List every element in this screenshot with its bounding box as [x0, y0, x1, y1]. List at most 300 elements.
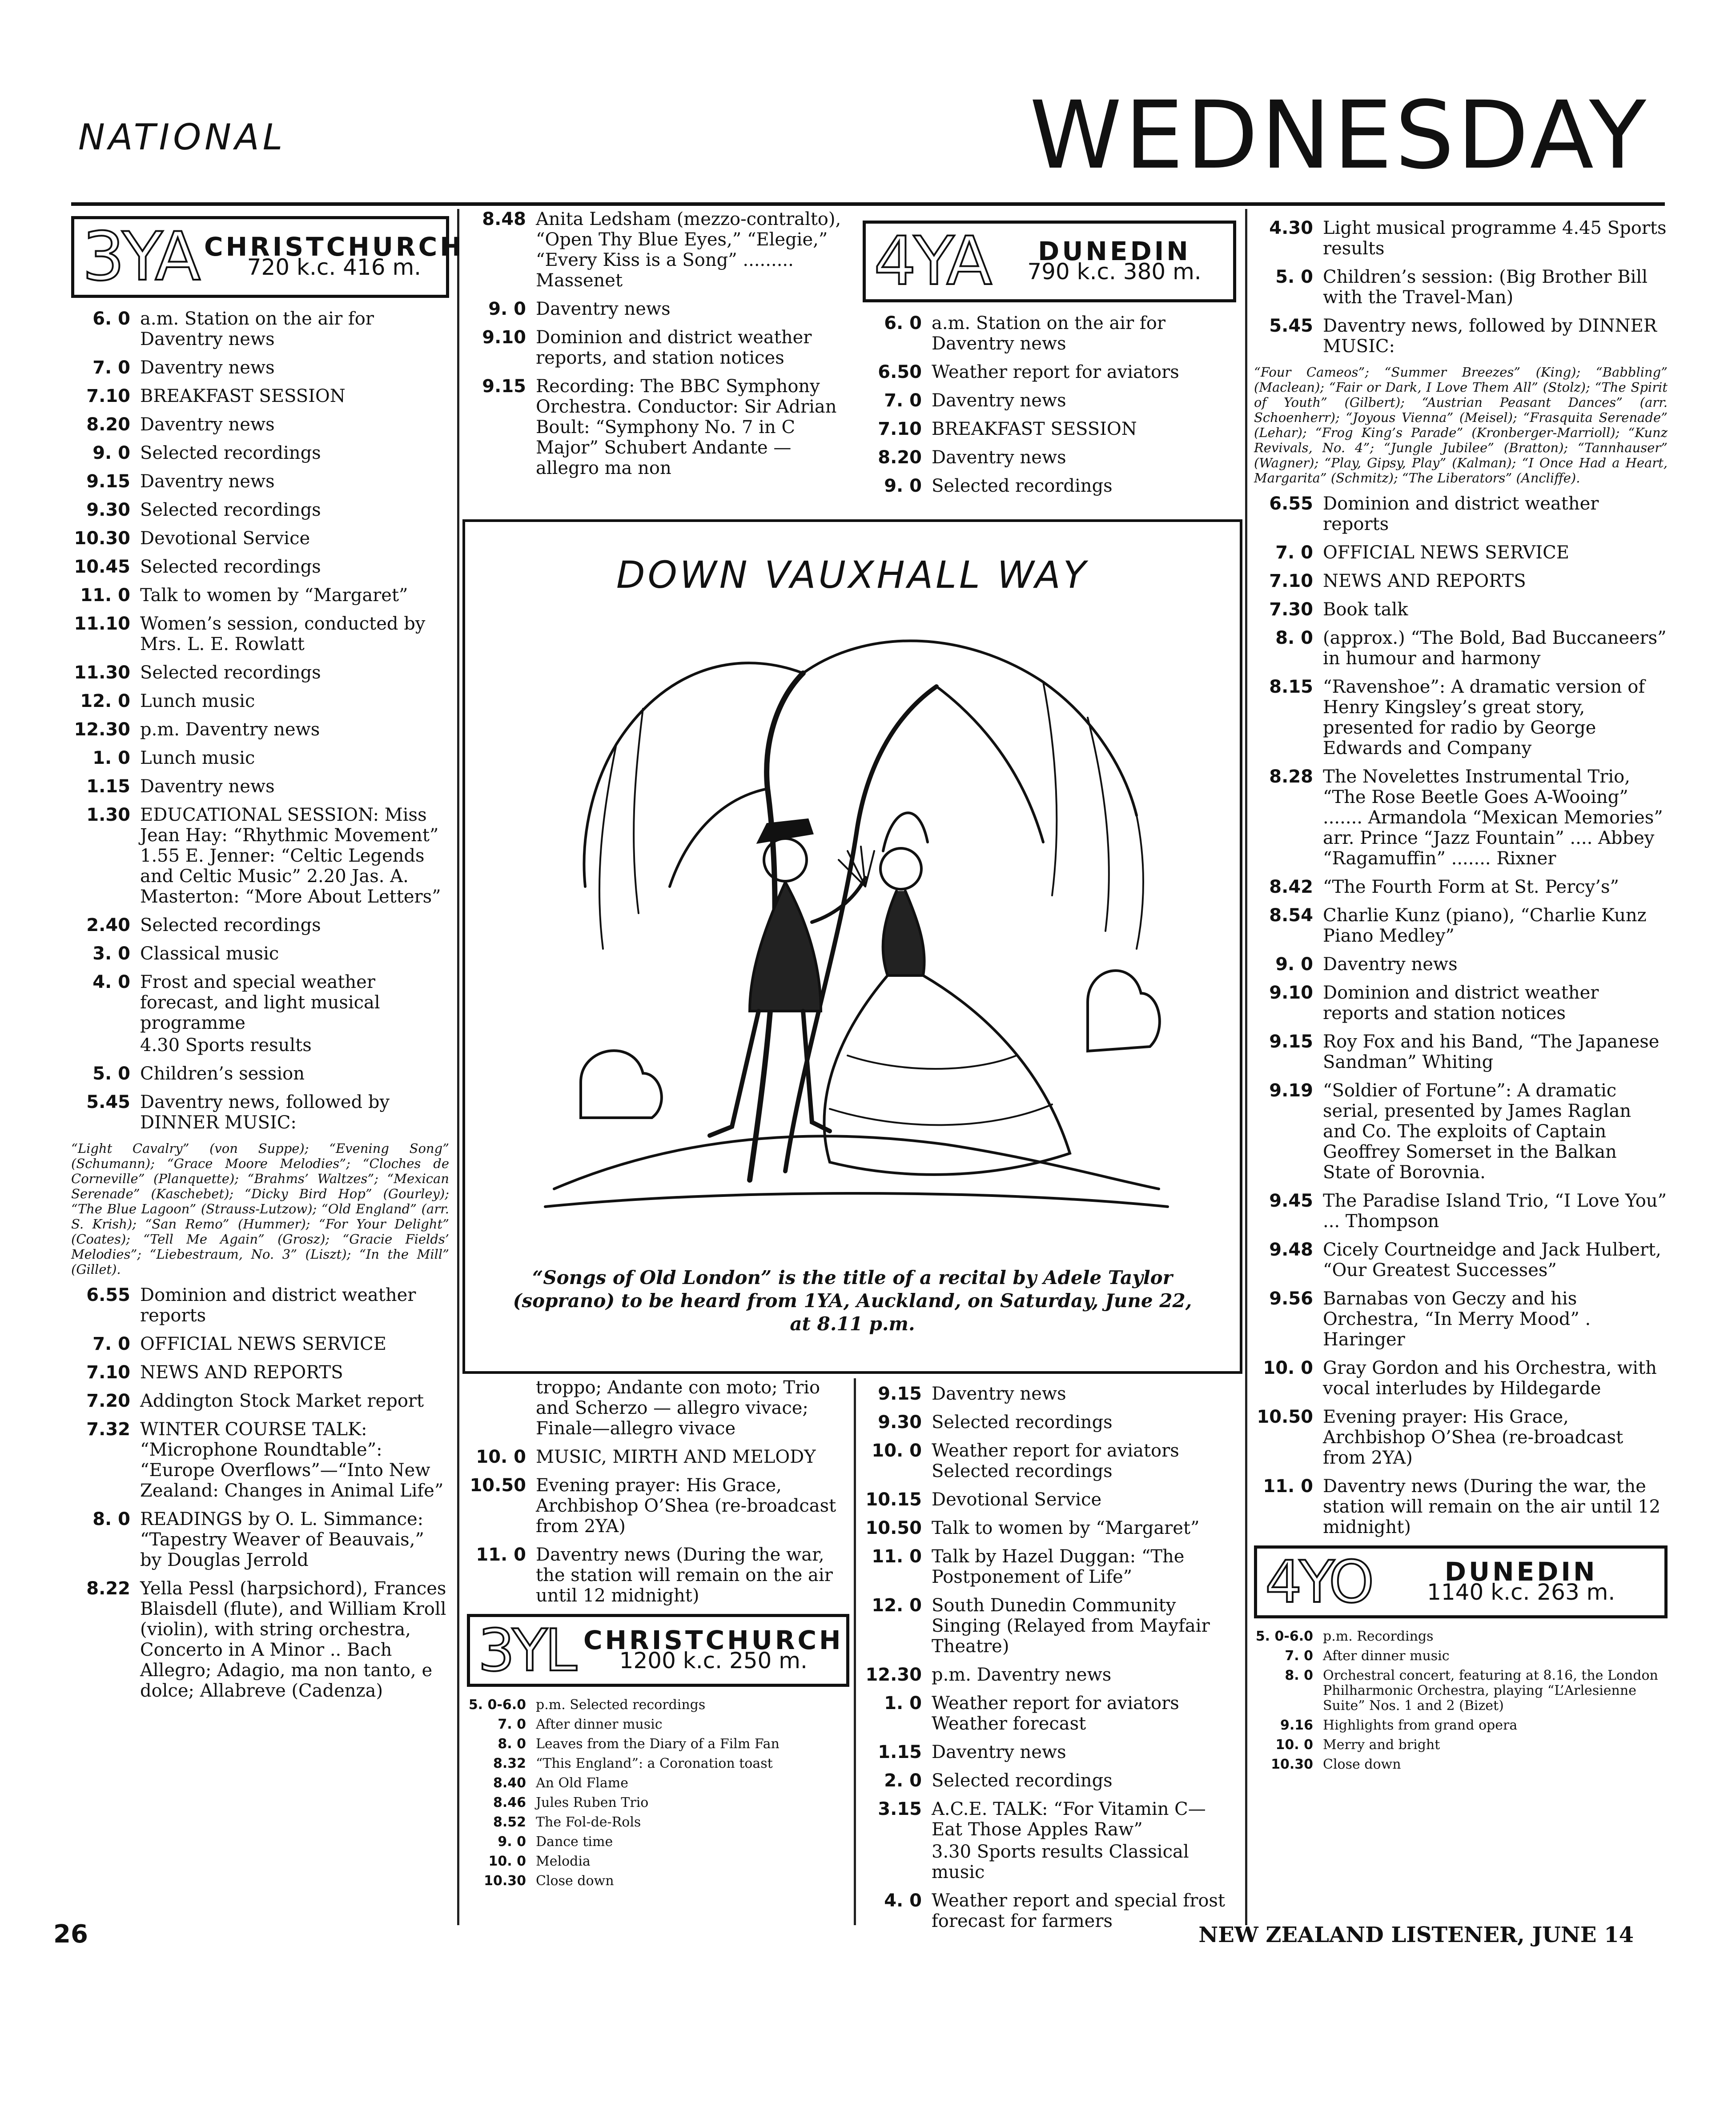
- programme-time: 7.10: [86, 1362, 130, 1383]
- programme-item: [71, 1509, 449, 1570]
- programme-time: 12.30: [865, 1665, 922, 1685]
- programme-time: 8.48: [482, 209, 526, 229]
- programme-description: After dinner music: [1323, 1648, 1450, 1664]
- programme-description: Melodia: [536, 1854, 591, 1869]
- programme-time: 10.15: [865, 1489, 922, 1510]
- programme-description: Daventry news: [536, 299, 671, 319]
- programme-item: [863, 1890, 1236, 1931]
- programme-description: Talk to women by “Margaret”: [932, 1518, 1200, 1538]
- programme-time: 1. 0: [884, 1693, 922, 1714]
- programme-item: [71, 805, 449, 907]
- dinner-music-list: “Light Cavalry” (von Suppe); “Evening Song” (Schumann); “Grace Moore Melodies”; “Cloches de Corneville” (Planquette); “Brahms’ Waltzes”; “Mexican Serenade” (Kaschebet); “Dicky Bird Hop” (Gourley); “The Blue Lagoon” (Strauss-Lutzow); “Old England” (arr. S. Krish); “San Remo” (Hummer); “For Your Delight” (Coates); “Tell Me Again” (Grosz); “Gracie Fields’ Melodies”; “Liebestraum, No. 3” (Liszt); “In the Mill” (Gillet).: [71, 1141, 449, 1277]
- programme-description: After dinner music: [536, 1717, 663, 1732]
- programme-description: Addington Stock Market report: [140, 1391, 424, 1411]
- programme-item: [1254, 571, 1668, 591]
- programme-description: READINGS by O. L. Simmance: “Tapestry Weaver of Beauvais,” by Douglas Jerrold: [140, 1509, 424, 1570]
- programme-item: [71, 585, 449, 606]
- programme-description: The Paradise Island Trio, “I Love You” ... Thompson: [1323, 1191, 1667, 1232]
- programme-description: Charlie Kunz (piano), “Charlie Kunz Piano Medley”: [1323, 905, 1647, 946]
- programme-description: Close down: [536, 1873, 614, 1889]
- programme-time: 1.15: [878, 1742, 922, 1762]
- programme-time: 10.30: [1271, 1757, 1313, 1772]
- programme-item: [863, 1842, 1236, 1882]
- programme-time: 8.42: [1269, 877, 1313, 897]
- programme-description: (approx.) “The Bold, Bad Buccaneers” in humour and harmony: [1323, 628, 1667, 669]
- page-number: 26: [53, 1920, 88, 1949]
- programme-time: 7.10: [878, 419, 922, 439]
- programme-time: 12. 0: [872, 1595, 922, 1616]
- programme-time: 4. 0: [884, 1890, 922, 1911]
- programme-item: [1254, 218, 1668, 259]
- programme-time: 9.16: [1280, 1718, 1313, 1733]
- programme-description: South Dunedin Community Singing (Relayed from Mayfair Theatre): [932, 1595, 1210, 1657]
- programme-description: Women’s session, conducted by Mrs. L. E. Rowlatt: [140, 614, 426, 654]
- programme-item: [1254, 905, 1668, 946]
- programme-time: 5.45: [1269, 316, 1313, 336]
- programme-item: [863, 1799, 1236, 1840]
- programme-time: 9.15: [878, 1384, 922, 1404]
- programme-item: [71, 1334, 449, 1354]
- programme-description: “The Fourth Form at St. Percy’s”: [1323, 877, 1619, 897]
- column-4ya-day: [863, 1384, 1236, 1939]
- programme-item: [1254, 1031, 1668, 1072]
- column-4ya-evening: [1254, 218, 1668, 1777]
- programme-time: 9.30: [86, 500, 130, 520]
- programme-description: NEWS AND REPORTS: [140, 1362, 343, 1383]
- programme-item: [1254, 767, 1668, 869]
- programme-time: 8.46: [493, 1795, 526, 1810]
- programme-time: 7.30: [1269, 599, 1313, 620]
- programme-item: [71, 691, 449, 711]
- programme-description: Anita Ledsham (mezzo-contralto), “Open Thy Blue Eyes,” “Elegie,” “Every Kiss is a Song” ......... Massenet: [536, 209, 841, 291]
- programme-time: 7.10: [1269, 571, 1313, 591]
- programme-description: The Fol-de-Rols: [536, 1814, 641, 1830]
- programme-item: [863, 1489, 1236, 1510]
- programme-time: 8.20: [86, 414, 130, 435]
- programme-item: [863, 476, 1236, 496]
- programme-time: 8. 0: [1275, 628, 1313, 648]
- station-city: DUNEDIN: [1444, 1557, 1598, 1587]
- illustration-caption: “Songs of Old London” is the title of a recital by Adele Taylor (soprano) to be heard from 1YA, Auckland, on Saturday, June 22, at 8.11 p.m.: [513, 1267, 1192, 1335]
- programme-description: Orchestral concert, featuring at 8.16, the London Philharmonic Orchestra, playing “L’Arlesienne Suite” Nos. 1 and 2 (Bizet): [1323, 1668, 1658, 1714]
- programme-description: OFFICIAL NEWS SERVICE: [1323, 542, 1569, 563]
- programme-item: [467, 327, 849, 368]
- programme-item: [863, 1693, 1236, 1734]
- station-box-4yo: [1254, 1545, 1668, 1618]
- programme-description: Frost and special weather forecast, and light musical programme: [140, 972, 380, 1033]
- programme-item: [71, 528, 449, 549]
- programme-description: OFFICIAL NEWS SERVICE: [140, 1334, 386, 1354]
- programme-description: Jules Ruben Trio: [536, 1795, 649, 1810]
- programme-time: 9.19: [1269, 1080, 1313, 1101]
- programme-item: [467, 209, 849, 291]
- programme-item: [467, 1447, 849, 1467]
- programme-item: [71, 386, 449, 406]
- programme-time: 5. 0: [92, 1064, 130, 1084]
- programme-time: 6.50: [878, 362, 922, 382]
- programme-description: Dance time: [536, 1834, 613, 1850]
- programme-time: 9. 0: [92, 443, 130, 463]
- programme-description: Children’s session: (Big Brother Bill with the Travel-Man): [1323, 267, 1648, 308]
- station-frequency: 790 k.c. 380 m.: [1027, 259, 1202, 285]
- programme-description: Leaves from the Diary of a Film Fan: [536, 1736, 780, 1752]
- programme-item: [467, 1717, 849, 1732]
- programme-description: Devotional Service: [140, 528, 310, 549]
- programme-description: Selected recordings: [140, 915, 321, 935]
- programme-item: [71, 500, 449, 520]
- programme-time: 9.48: [1269, 1240, 1313, 1260]
- programme-time: 3.15: [878, 1799, 922, 1819]
- programme-item: [1254, 1407, 1668, 1468]
- programme-time: 1. 0: [92, 748, 130, 768]
- programme-item: [863, 419, 1236, 439]
- programme-description: Daventry news: [140, 776, 275, 797]
- programme-description: Dominion and district weather reports: [1323, 494, 1599, 534]
- programme-description: Gray Gordon and his Orchestra, with vocal interludes by Hildegarde: [1323, 1358, 1657, 1399]
- programme-description: Talk to women by “Margaret”: [140, 585, 408, 606]
- programme-item: [71, 943, 449, 964]
- programme-item: [1254, 1668, 1668, 1714]
- programme-description: a.m. Station on the air for Daventry news: [932, 313, 1165, 354]
- programme-time: [71, 1035, 140, 1056]
- programme-item: [863, 1665, 1236, 1685]
- programme-time: 9. 0: [1275, 954, 1313, 975]
- programme-description: Selected recordings: [140, 662, 321, 683]
- programme-time: 5.45: [86, 1092, 130, 1112]
- station-frequency: 1140 k.c. 263 m.: [1427, 1579, 1615, 1605]
- programme-time: 11. 0: [476, 1545, 526, 1565]
- programme-time: 10.30: [74, 528, 130, 549]
- programme-time: 10. 0: [1263, 1358, 1313, 1378]
- programme-time: 8.20: [878, 447, 922, 468]
- programme-description: Book talk: [1323, 599, 1408, 620]
- programme-description: Evening prayer: His Grace, Archbishop O’Shea (re-broadcast from 2YA): [1323, 1407, 1623, 1468]
- programme-time: 11.10: [74, 614, 130, 634]
- programme-description: troppo; Andante con moto; Trio and Scherzo — allegro vivace; Finale—allegro vivace: [536, 1377, 820, 1439]
- programme-description: Evening prayer: His Grace, Archbishop O’Shea (re-broadcast from 2YA): [536, 1475, 836, 1537]
- column-3ya-continued: [467, 209, 849, 486]
- programme-item: [1254, 599, 1668, 620]
- programme-item: [1254, 1649, 1668, 1664]
- programme-item: [863, 1412, 1236, 1433]
- programme-item: [71, 915, 449, 935]
- programme-time: 10.45: [74, 557, 130, 577]
- programme-item: [1254, 1080, 1668, 1183]
- column-divider: [457, 209, 459, 1925]
- programme-item: [467, 1737, 849, 1752]
- programme-description: Close down: [1323, 1757, 1401, 1772]
- programme-time: 7. 0: [1285, 1648, 1313, 1664]
- column-3ya-evening: [467, 1377, 849, 1893]
- programme-item: [467, 1756, 849, 1771]
- programme-item: [71, 471, 449, 492]
- programme-description: Selected recordings: [140, 557, 321, 577]
- station-call: 4YA: [874, 223, 990, 300]
- programme-time: 11. 0: [872, 1546, 922, 1567]
- programme-time: 9.15: [86, 471, 130, 492]
- programme-time: 7.32: [86, 1419, 130, 1440]
- programme-description: Selected recordings: [932, 1412, 1113, 1433]
- programme-time: 12.30: [74, 719, 130, 740]
- programme-description: BREAKFAST SESSION: [932, 419, 1137, 439]
- programme-description: Weather report for aviators Selected recordings: [932, 1441, 1179, 1481]
- programme-description: 3.30 Sports results Classical music: [932, 1842, 1189, 1882]
- programme-time: 9.30: [878, 1412, 922, 1433]
- column-3ya: [71, 213, 464, 1709]
- programme-time: 8. 0: [1285, 1668, 1313, 1683]
- programme-time: 9.10: [482, 327, 526, 348]
- programme-time: 2.40: [86, 915, 130, 935]
- programme-item: [1254, 542, 1668, 563]
- programme-description: “This England”: a Coronation toast: [536, 1756, 773, 1771]
- programme-item: [71, 309, 449, 349]
- programme-item: [71, 719, 449, 740]
- programme-description: Classical music: [140, 943, 279, 964]
- programme-description: Daventry news: [140, 414, 275, 435]
- programme-description: WINTER COURSE TALK: “Microphone Roundtable”: “Europe Overflows”—“Into New Zealand: Changes in Animal Life”: [140, 1419, 444, 1501]
- programme-time: 8.54: [1269, 905, 1313, 926]
- programme-time: 9.10: [1269, 983, 1313, 1003]
- programme-item: [1254, 1757, 1668, 1772]
- programme-time: 9. 0: [488, 299, 526, 319]
- programme-item: [863, 313, 1236, 354]
- programme-item: [71, 1092, 449, 1133]
- programme-description: Daventry news: [932, 390, 1066, 411]
- programme-item: [71, 1578, 449, 1701]
- programme-time: 6. 0: [884, 313, 922, 333]
- programme-description: Devotional Service: [932, 1489, 1102, 1510]
- programme-time: 10. 0: [476, 1447, 526, 1467]
- programme-description: Dominion and district weather reports: [140, 1285, 416, 1326]
- programme-description: An Old Flame: [536, 1775, 628, 1791]
- programme-item: [863, 1770, 1236, 1791]
- programme-description: p.m. Daventry news: [140, 719, 320, 740]
- station-frequency: 1200 k.c. 250 m.: [619, 1648, 808, 1674]
- programme-item: [863, 447, 1236, 468]
- station-city: CHRISTCHURCH: [583, 1625, 844, 1655]
- programme-time: 7. 0: [92, 1334, 130, 1354]
- programme-item: [71, 1285, 449, 1326]
- programme-time: 11. 0: [80, 585, 130, 606]
- programme-description: Daventry news (During the war, the station will remain on the air until 12 midnight): [1323, 1476, 1661, 1537]
- programme-item: [71, 1391, 449, 1411]
- top-rule: [71, 202, 1665, 206]
- station-box-3yl: [467, 1614, 849, 1687]
- programme-description: Daventry news (During the war, the station will remain on the air until 12 midnight): [536, 1545, 833, 1606]
- programme-time: 1.15: [86, 776, 130, 797]
- programme-item: [1254, 1240, 1668, 1280]
- illustration-panel: [462, 519, 1242, 1374]
- programme-time: 2. 0: [884, 1770, 922, 1791]
- programme-description: Lunch music: [140, 748, 255, 768]
- programme-description: Barnabas von Geczy and his Orchestra, “In Merry Mood” . Haringer: [1323, 1288, 1591, 1350]
- dinner-music-list: “Four Cameos”; “Summer Breezes” (King); “Babbling” (Maclean); “Fair or Dark, I Love Them All” (Stolz); “The Spirit of Youth” (Gilbert); “Austrian Peasant Dances” (arr. Schoenherr); “Joyous Vienna” (Meisel); “Frasquita Serenade” (Lehar); “Frog King’s Parade” (Kronberger-Marrioll); “Kunz Revivals, No. 4”; “Jungle Jubilee” (Bratton); “Tannhauser” (Wagner); “Play, Gipsy, Play” (Kalman); “I Once Had a Heart, Margarita” (Schmitz); “The Liberators” (Ancliffe).: [1254, 365, 1668, 486]
- programme-description: Dominion and district weather reports, and station notices: [536, 327, 812, 368]
- programme-time: [863, 1842, 932, 1882]
- programme-item: [467, 1834, 849, 1850]
- programme-item: [1254, 494, 1668, 534]
- programme-time: 8.22: [86, 1578, 130, 1599]
- programme-item: [863, 1441, 1236, 1481]
- programme-item: [467, 1874, 849, 1889]
- programme-item: [71, 1064, 449, 1084]
- programme-item: [71, 972, 449, 1033]
- programme-description: BREAKFAST SESSION: [140, 386, 346, 406]
- programme-description: Yella Pessl (harpsichord), Frances Blaisdell (flute), and William Kroll (violin), with string orchestra, Concerto in A Minor .. Bach Allegro; Adagio, ma non tanto, e dolce; Allabreve (Cadenza): [140, 1578, 446, 1701]
- programme-item: [71, 662, 449, 683]
- programme-time: 7. 0: [884, 390, 922, 411]
- programme-time: 9. 0: [884, 476, 922, 496]
- station-call: 3YA: [82, 218, 198, 296]
- station-city: CHRISTCHURCH: [204, 232, 464, 262]
- programme-item: [467, 1545, 849, 1606]
- programme-item: [1254, 877, 1668, 897]
- programme-item: [863, 1518, 1236, 1538]
- programme-item: [71, 748, 449, 768]
- programme-time: 11.30: [74, 662, 130, 683]
- programme-item: [863, 1742, 1236, 1762]
- programme-item: [1254, 1718, 1668, 1733]
- programme-description: “Ravenshoe”: A dramatic version of Henry Kingsley’s great story, presented for radio by George Edwards and Company: [1323, 677, 1645, 759]
- programme-item: [467, 1854, 849, 1869]
- programme-description: p.m. Selected recordings: [536, 1697, 706, 1713]
- programme-time: 8. 0: [498, 1736, 526, 1752]
- programme-time: 6.55: [1269, 494, 1313, 514]
- programme-description: Weather report for aviators: [932, 362, 1179, 382]
- programme-time: 8. 0: [92, 1509, 130, 1529]
- programme-item: [863, 1384, 1236, 1404]
- programme-description: Daventry news: [140, 357, 275, 378]
- programme-description: Light musical programme 4.45 Sports results: [1323, 218, 1667, 259]
- publication-footer: NEW ZEALAND LISTENER, JUNE 14: [1198, 1922, 1634, 1947]
- programme-item: [71, 614, 449, 654]
- programme-time: 9. 0: [498, 1834, 526, 1850]
- programme-description: Weather report for aviators Weather forecast: [932, 1693, 1179, 1734]
- programme-time: 4.30: [1269, 218, 1313, 238]
- programme-description: Daventry news: [932, 447, 1066, 468]
- programme-description: EDUCATIONAL SESSION: Miss Jean Hay: “Rhythmic Movement” 1.55 E. Jenner: “Celtic Legends and Celtic Music” 2.20 Jas. A. Masterton: “More About Letters”: [140, 805, 441, 907]
- programme-time: 5. 0-6.0: [468, 1697, 526, 1713]
- programme-item: [1254, 677, 1668, 759]
- programme-description: The Novelettes Instrumental Trio, “The Rose Beetle Goes A-Wooing” ....... Armandola “Mexican Memories” arr. Prince “Jazz Fountain” .... Abbey “Ragamuffin” ....... Rixner: [1323, 767, 1663, 869]
- programme-time: 10.50: [1257, 1407, 1313, 1427]
- column-divider: [1245, 209, 1247, 1925]
- programme-time: 10. 0: [872, 1441, 922, 1461]
- programme-time: 10. 0: [488, 1854, 526, 1869]
- programme-description: Daventry news: [1323, 954, 1458, 975]
- programme-description: Selected recordings: [932, 1770, 1113, 1791]
- column-4ya: [863, 218, 1236, 504]
- programme-item: [467, 1815, 849, 1830]
- programme-description: Dominion and district weather reports and station notices: [1323, 983, 1599, 1023]
- programme-item: [1254, 1358, 1668, 1399]
- programme-time: [467, 1377, 536, 1439]
- programme-description: MUSIC, MIRTH AND MELODY: [536, 1447, 816, 1467]
- programme-item: [71, 557, 449, 577]
- programme-description: Lunch music: [140, 691, 255, 711]
- programme-item: [71, 414, 449, 435]
- programme-time: 8.15: [1269, 677, 1313, 697]
- programme-description: A.C.E. TALK: “For Vitamin C—Eat Those Apples Raw”: [932, 1799, 1206, 1840]
- programme-time: 9.15: [482, 376, 526, 397]
- couple-under-tree-drawing: [501, 611, 1203, 1224]
- programme-item: [1254, 628, 1668, 669]
- programme-description: Daventry news: [932, 1384, 1066, 1404]
- programme-time: 7. 0: [498, 1717, 526, 1732]
- programme-item: [1254, 1288, 1668, 1350]
- programme-time: 5. 0-6.0: [1255, 1629, 1313, 1644]
- programme-description: Daventry news, followed by DINNER MUSIC:: [1323, 316, 1657, 357]
- section-label: NATIONAL: [78, 116, 286, 158]
- programme-item: [863, 362, 1236, 382]
- programme-item: [1254, 267, 1668, 308]
- programme-item: [467, 299, 849, 319]
- programme-time: 7.20: [86, 1391, 130, 1411]
- programme-item: [467, 1776, 849, 1791]
- programme-time: 1.30: [86, 805, 130, 825]
- programme-description: Recording: The BBC Symphony Orchestra. Conductor: Sir Adrian Boult: “Symphony No. 7 in C Major” Schubert Andante — allegro ma non: [536, 376, 837, 478]
- programme-description: Selected recordings: [140, 500, 321, 520]
- programme-item: [71, 443, 449, 463]
- programme-description: p.m. Recordings: [1323, 1629, 1434, 1644]
- programme-item: [1254, 1738, 1668, 1753]
- programme-item: [1254, 1191, 1668, 1232]
- programme-item: [467, 376, 849, 478]
- programme-time: 6. 0: [92, 309, 130, 329]
- programme-description: p.m. Daventry news: [932, 1665, 1112, 1685]
- programme-item: [71, 1419, 449, 1501]
- station-box-4ya: [863, 221, 1236, 302]
- programme-item: [1254, 1629, 1668, 1644]
- programme-item: [71, 357, 449, 378]
- day-title: WEDNESDAY: [1029, 81, 1649, 190]
- programme-time: 6.55: [86, 1285, 130, 1305]
- programme-description: Weather report and special frost forecast for farmers: [932, 1890, 1225, 1931]
- programme-item: [71, 1362, 449, 1383]
- programme-time: 10.50: [470, 1475, 526, 1496]
- programme-item: [467, 1475, 849, 1537]
- programme-time: 10.50: [865, 1518, 922, 1538]
- programme-description: Roy Fox and his Band, “The Japanese Sandman” Whiting: [1323, 1031, 1660, 1072]
- programme-item: [1254, 316, 1668, 357]
- station-call: 4YO: [1265, 1548, 1372, 1616]
- station-frequency: 720 k.c. 416 m.: [247, 254, 422, 280]
- programme-item: [467, 1377, 849, 1439]
- column-divider: [854, 1378, 856, 1925]
- programme-time: 9.45: [1269, 1191, 1313, 1211]
- programme-time: 9.56: [1269, 1288, 1313, 1309]
- illustration-title: DOWN VAUXHALL WAY: [616, 553, 1089, 597]
- programme-item: [467, 1795, 849, 1810]
- programme-description: Children’s session: [140, 1064, 305, 1084]
- programme-time: 11. 0: [1263, 1476, 1313, 1497]
- programme-time: 7. 0: [1275, 542, 1313, 563]
- station-city: DUNEDIN: [1038, 236, 1191, 266]
- programme-time: 7. 0: [92, 357, 130, 378]
- programme-description: a.m. Station on the air for Daventry news: [140, 309, 374, 349]
- programme-description: 4.30 Sports results: [140, 1035, 312, 1056]
- station-box-3ya: [71, 216, 464, 298]
- programme-description: Daventry news, followed by DINNER MUSIC:: [140, 1092, 390, 1133]
- programme-time: 8.32: [493, 1756, 526, 1771]
- programme-description: Highlights from grand opera: [1323, 1718, 1518, 1733]
- programme-time: 10. 0: [1275, 1737, 1313, 1753]
- programme-item: [467, 1698, 849, 1713]
- programme-description: Merry and bright: [1323, 1737, 1440, 1753]
- station-call: 3YL: [478, 1617, 575, 1684]
- programme-item: [71, 776, 449, 797]
- programme-description: Selected recordings: [932, 476, 1113, 496]
